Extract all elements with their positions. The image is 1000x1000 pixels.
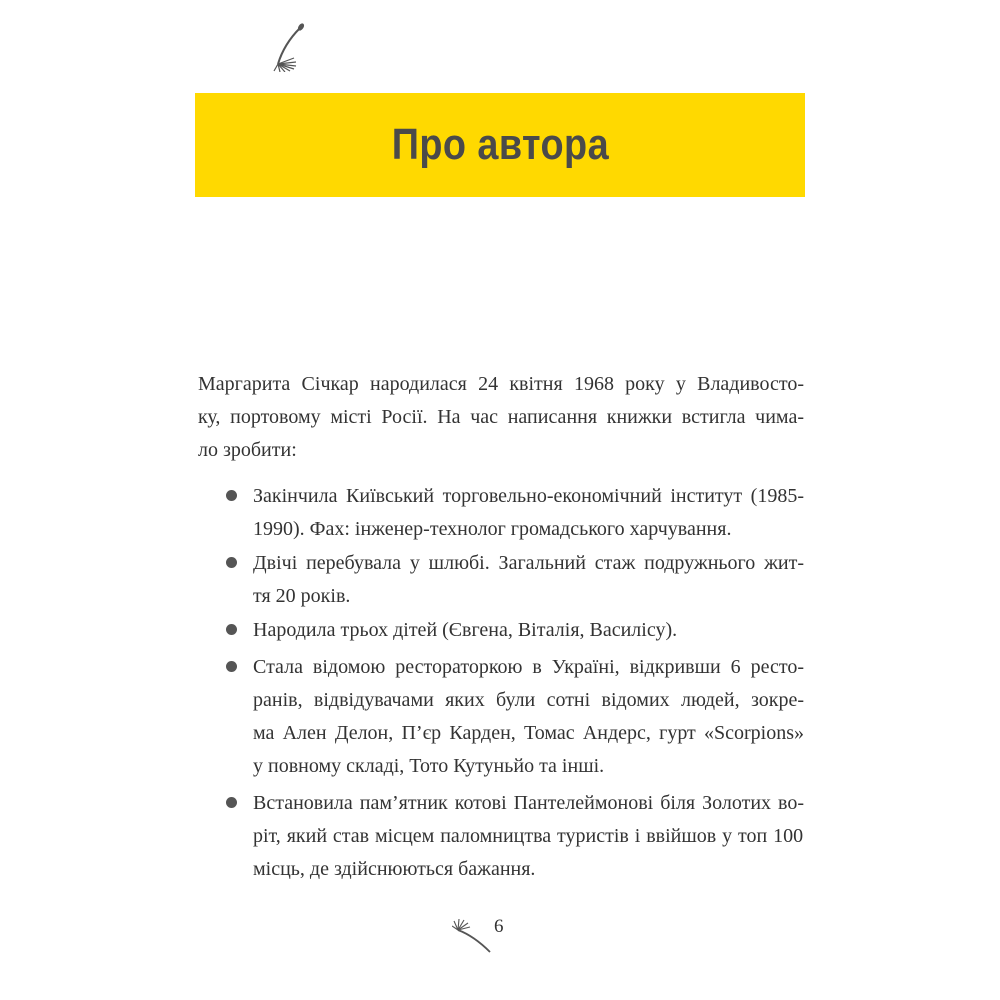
bullet-icon bbox=[226, 797, 237, 808]
list-item-line: тя 20 років. bbox=[253, 585, 351, 607]
intro-line: ло зробити: bbox=[198, 439, 297, 461]
bullet-icon bbox=[226, 490, 237, 501]
title-banner bbox=[195, 93, 805, 197]
list-item-line: Двічі перебувала у шлюбі. Загальний стаж подружнього жит- bbox=[253, 552, 804, 574]
bullet-icon bbox=[226, 661, 237, 672]
list-item-line: Закінчила Київський торговельно-економічний інститут (1985- bbox=[253, 485, 804, 507]
list-item-line: 1990). Фах: інженер-технолог громадського харчування. bbox=[253, 518, 732, 540]
bullet-icon bbox=[226, 557, 237, 568]
intro-line: ку, портовому місті Росії. На час написання книжки встигла чима- bbox=[198, 406, 804, 428]
intro-line: Маргарита Січкар народилася 24 квітня 1968 року у Владивосто- bbox=[198, 373, 804, 395]
dandelion-icon bbox=[270, 20, 310, 72]
page-number: 6 bbox=[494, 916, 504, 937]
list-item-line: Стала відомою рестораторкою в Україні, відкривши 6 ресто- bbox=[253, 656, 804, 678]
page-title: Про автора bbox=[391, 120, 609, 169]
list-item-line: у повному складі, Тото Кутуньйо та інші. bbox=[253, 755, 605, 777]
list-item-line: ма Ален Делон, П’єр Карден, Томас Андерс, гурт «Scorpions» bbox=[253, 722, 804, 744]
list-item-line: ранів, відвідувачами яких були сотні відомих людей, зокре- bbox=[253, 689, 804, 711]
bullet-icon bbox=[226, 624, 237, 635]
dandelion-footer-icon bbox=[452, 918, 492, 954]
list-item-line: Встановила пам’ятник котові Пантелеймонові біля Золотих во- bbox=[253, 792, 804, 814]
list-item-line: Народила трьох дітей (Євгена, Віталія, Василісу). bbox=[253, 619, 678, 641]
list-item-line: ріт, який став місцем паломництва туристів і ввійшов у топ 100 bbox=[253, 825, 804, 847]
list-item-line: місць, де здійснюються бажання. bbox=[253, 858, 536, 880]
